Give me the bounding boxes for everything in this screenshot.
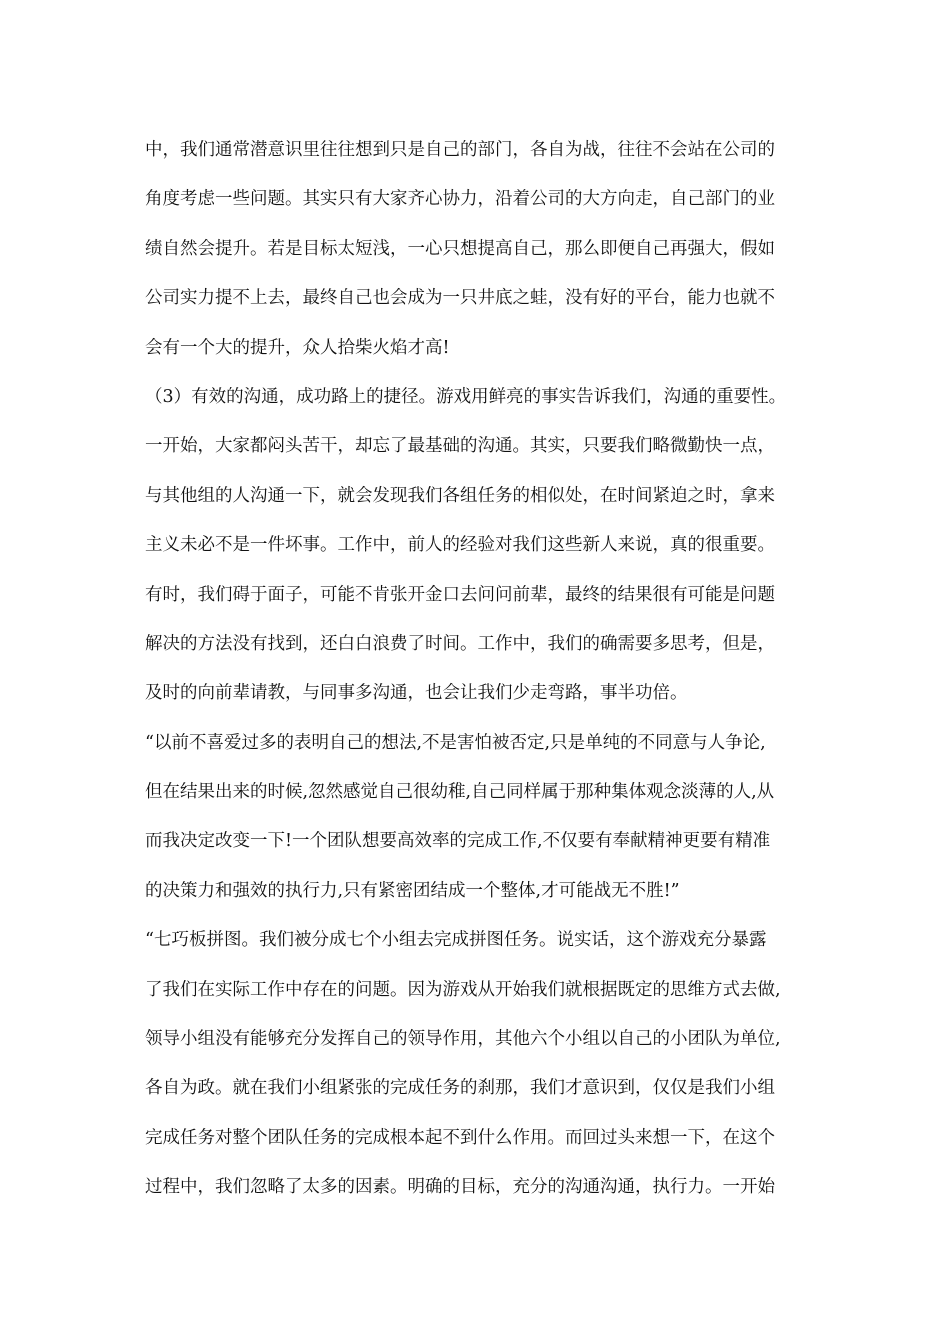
text-line: 及时的向前辈请教，与同事多沟通，也会让我们少走弯路，事半功倍。 (145, 683, 688, 704)
text-line: 角度考虑一些问题。其实只有大家齐心协力，沿着公司的大方向走，自己部门的业 (145, 189, 775, 210)
document-body (145, 130, 810, 1217)
text-line: 而我决定改变一下!一个团队想要高效率的完成工作,不仅要有奉献精神更要有精准 (145, 831, 771, 852)
text-line: 各自为政。就在我们小组紧张的完成任务的刹那，我们才意识到，仅仅是我们小组 (145, 1078, 775, 1099)
text-line: 但在结果出来的时候,忽然感觉自己很幼稚,自己同样属于那种集体观念淡薄的人,从 (145, 782, 775, 803)
text-line: 与其他组的人沟通一下，就会发现我们各组任务的相似处，在时间紧迫之时，拿来 (145, 485, 775, 506)
text-line: 的决策力和强效的执行力,只有紧密团结成一个整体,才可能战无不胜!” (145, 880, 680, 901)
text-line: 中，我们通常潜意识里往往想到只是自己的部门，各自为战，往往不会站在公司的 (145, 140, 775, 160)
text-line: “七巧板拼图。我们被分成七个小组去完成拼图任务。说实话，这个游戏充分暴露 (145, 930, 767, 951)
text-line: 完成任务对整个团队任务的完成根本起不到什么作用。而回过头来想一下，在这个 (145, 1127, 775, 1148)
text-line: 绩自然会提升。若是目标太短浅，一心只想提高自己，那么即便自己再强大，假如 (145, 238, 775, 259)
text-line: 有时，我们碍于面子，可能不肯张开金口去问问前辈，最终的结果很有可能是问题 (145, 584, 775, 605)
text-line: 一开始，大家都闷头苦干，却忘了最基础的沟通。其实，只要我们略微勤快一点， (145, 436, 775, 457)
text-line: 解决的方法没有找到，还白白浪费了时间。工作中，我们的确需要多思考，但是， (145, 633, 775, 654)
text-line: 了我们在实际工作中存在的问题。因为游戏从开始我们就根据既定的思维方式去做, (145, 979, 781, 1000)
text-line: 主义未必不是一件坏事。工作中，前人的经验对我们这些新人来说，真的很重要。 (145, 535, 775, 556)
text-line: “以前不喜爱过多的表明自己的想法,不是害怕被否定,只是单纯的不同意与人争论, (145, 732, 766, 753)
text-line: 过程中，我们忽略了太多的因素。明确的目标，充分的沟通沟通，执行力。一开始 (145, 1177, 775, 1198)
text-line: 会有一个大的提升，众人拾柴火焰才高! (145, 337, 450, 358)
text-line: 领导小组没有能够充分发挥自己的领导作用，其他六个小组以自己的小团队为单位, (145, 1029, 781, 1050)
text-line: 公司实力提不上去，最终自己也会成为一只井底之蛙，没有好的平台，能力也就不 (145, 288, 775, 309)
text-line: （3）有效的沟通，成功路上的捷径。游戏用鲜亮的事实告诉我们，沟通的重要性。 (145, 386, 787, 407)
